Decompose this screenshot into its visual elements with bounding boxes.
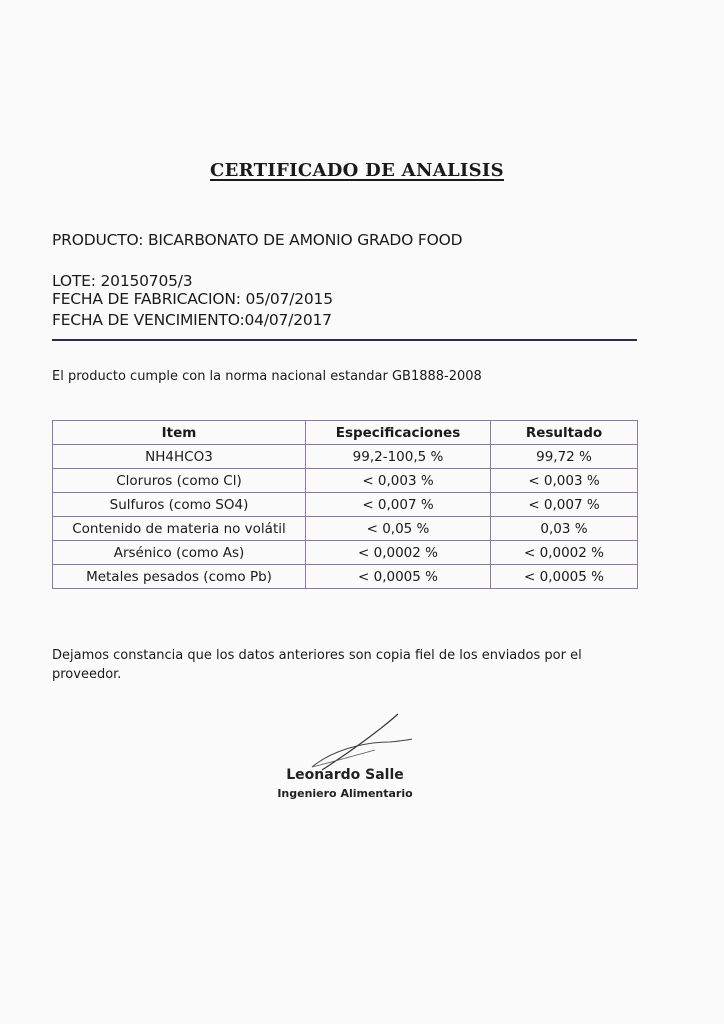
cell-especificacion: < 0,0005 % bbox=[306, 565, 491, 589]
table-row bbox=[53, 517, 638, 541]
cell-resultado: < 0,0005 % bbox=[491, 565, 638, 589]
table-row bbox=[53, 493, 638, 517]
cell-item: Metales pesados (como Pb) bbox=[53, 565, 306, 589]
table-header-row bbox=[53, 421, 638, 445]
table-row bbox=[53, 565, 638, 589]
cell-resultado: < 0,0002 % bbox=[491, 541, 638, 565]
cell-resultado: 0,03 % bbox=[491, 517, 638, 541]
table-row bbox=[53, 541, 638, 565]
cell-item: Contenido de materia no volátil bbox=[53, 517, 306, 541]
cell-item: Arsénico (como As) bbox=[53, 541, 306, 565]
cell-especificacion: 99,2-100,5 % bbox=[306, 445, 491, 469]
cell-item: NH4HCO3 bbox=[53, 445, 306, 469]
signer-title: Ingeniero Alimentario bbox=[277, 787, 413, 800]
fecha-fabricacion-line: FECHA DE FABRICACION: 05/07/2015 bbox=[52, 290, 333, 308]
cell-especificacion: < 0,003 % bbox=[306, 469, 491, 493]
title-text: CERTIFICADO DE ANALISIS bbox=[210, 160, 504, 181]
table-row bbox=[53, 445, 638, 469]
certification-note: Dejamos constancia que los datos anteriores son copia fiel de los enviados por el proveedor. bbox=[52, 648, 582, 682]
cell-item: Cloruros (como Cl) bbox=[53, 469, 306, 493]
lote-line: LOTE: 20150705/3 bbox=[52, 272, 193, 290]
fecha-vencimiento-line: FECHA DE VENCIMIENTO:04/07/2017 bbox=[52, 311, 332, 329]
signature-icon bbox=[300, 712, 420, 772]
producto-line: PRODUCTO: BICARBONATO DE AMONIO GRADO FOOD bbox=[52, 231, 463, 249]
norma-statement: El producto cumple con la norma nacional estandar GB1888-2008 bbox=[52, 369, 482, 384]
cell-especificacion: < 0,007 % bbox=[306, 493, 491, 517]
signer-name: Leonardo Salle bbox=[286, 767, 404, 783]
cell-resultado: < 0,003 % bbox=[491, 469, 638, 493]
analysis-table bbox=[52, 420, 638, 589]
cell-item: Sulfuros (como SO4) bbox=[53, 493, 306, 517]
header-item: Item bbox=[53, 421, 306, 445]
divider bbox=[52, 339, 637, 341]
header-resultado: Resultado bbox=[491, 421, 638, 445]
header-especificaciones: Especificaciones bbox=[306, 421, 491, 445]
cell-especificacion: < 0,05 % bbox=[306, 517, 491, 541]
cell-especificacion: < 0,0002 % bbox=[306, 541, 491, 565]
document-title bbox=[0, 160, 724, 181]
cell-resultado: 99,72 % bbox=[491, 445, 638, 469]
table-row bbox=[53, 469, 638, 493]
cell-resultado: < 0,007 % bbox=[491, 493, 638, 517]
